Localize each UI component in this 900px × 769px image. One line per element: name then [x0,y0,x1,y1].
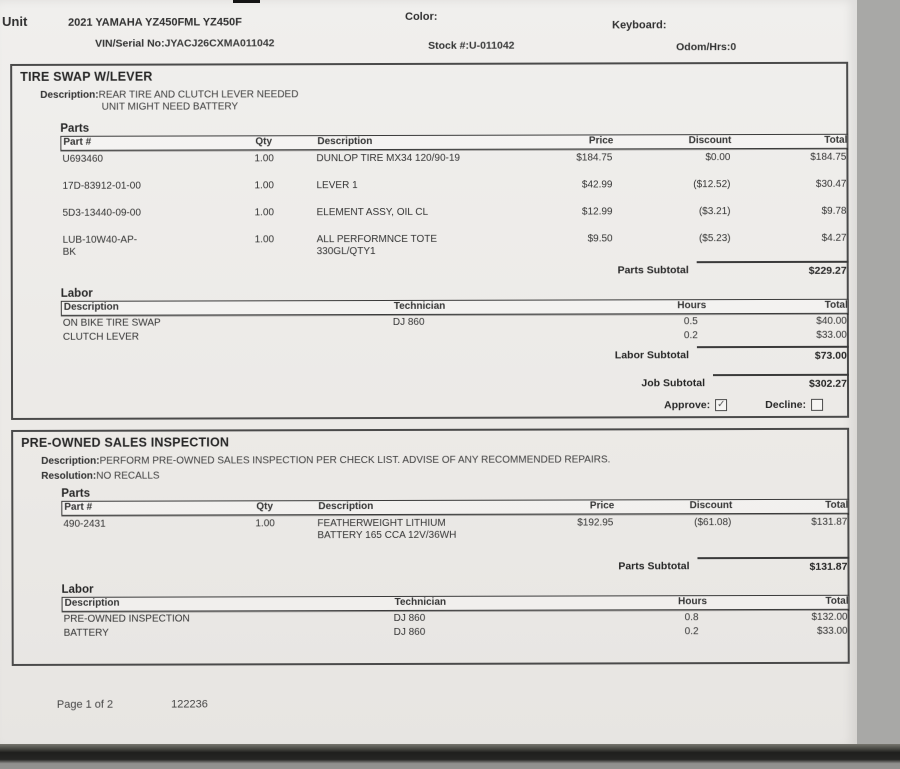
page-footer [57,698,208,710]
hours-cell: 0.2 [683,330,698,342]
header-cell-description: Description [64,597,120,609]
job-section-pre-owned-inspection [11,428,850,666]
odom-value: 0 [730,41,737,54]
labor-description-cell: PRE-OWNED INSPECTION [63,613,190,625]
resolution-label: Resolution: [41,470,97,482]
labor-total-cell: $33.00 [817,625,848,637]
labor-heading: Labor [60,287,93,300]
header-cell-part: Part # [64,501,93,513]
qty-cell: 1.00 [254,207,275,219]
header-cell-discount: Discount [689,500,733,512]
vin-value: JYACJ26CXMA011042 [164,37,275,50]
description-label: Description: [40,89,99,101]
hours-cell: 0.2 [684,626,699,638]
parts-row [60,176,848,205]
vin-label: VIN/Serial No: [95,37,165,50]
total-cell: $9.78 [821,205,847,217]
checkmark-icon: ✓ [716,399,726,411]
parts-row [61,203,849,232]
job-resolution [41,469,839,482]
part-description-text: ALL PERFORMNCE TOTE 330GL/QTY1 [316,233,438,257]
technician-cell [391,330,631,343]
description-line: REAR TIRE AND CLUTCH LEVER NEEDED [98,89,299,101]
technician-cell: DJ 860 [393,626,426,638]
labor-row [61,314,849,330]
part-description-cell [314,180,514,205]
header-cell-total: Total [824,134,848,146]
part-description-text: ELEMENT ASSY, OIL CL [316,206,429,219]
parts-subtotal-row [61,261,849,279]
header-cell-technician: Technician [394,596,447,608]
discount-cell: ($61.08) [694,517,732,529]
stock-line [428,40,514,52]
stock-label: Stock #: [428,39,469,52]
job-section-tire-swap [10,62,849,420]
approve-checkbox[interactable] [715,399,727,411]
part-description-cell [315,207,515,232]
header-cell-description: Description [317,136,373,148]
odom-line [676,41,736,53]
header-cell-total: Total [825,499,849,511]
resolution-text: NO RECALLS [96,470,160,482]
page-number: Page 1 of 2 [56,698,114,711]
header-cell-price: Price [588,135,614,147]
parts-subtotal-label: Parts Subtotal [618,560,690,573]
part-cell: U693460 [62,153,104,165]
description-text [100,454,611,467]
parts-row [60,149,848,178]
total-cell: $131.87 [811,516,848,528]
parts-row [61,230,849,259]
job-description [41,454,839,468]
header-cell-description: Description [63,301,119,313]
parts-row [61,514,849,543]
labor-total-cell: $40.00 [816,315,847,327]
part-cell: 490-2431 [63,518,106,530]
parts-subtotal-value: $131.87 [697,557,849,573]
color-label: Color: [405,10,438,23]
job-title: PRE-OWNED SALES INSPECTION [21,435,230,450]
description-text [99,89,299,114]
decline-label: Decline: [765,398,807,411]
qty-cell: 1.00 [254,153,274,165]
approve-item [664,399,727,411]
parts-heading: Parts [60,122,90,135]
qty-cell: 1.00 [255,518,275,530]
unit-value: 2021 YAMAHA YZ450FML YZ450F [68,16,242,29]
job-subtotal-row [61,374,849,392]
discount-cell: ($12.52) [693,179,731,191]
hours-cell: 0.8 [684,612,699,624]
decline-checkbox[interactable] [811,399,823,411]
document-number: 122236 [171,698,208,711]
labor-table [62,595,850,640]
decline-item [765,399,823,411]
qty-cell: 1.00 [254,180,274,192]
job-subtotal-label: Job Subtotal [641,377,706,390]
header-cell-price: Price [589,500,615,512]
header-cell-hours: Hours [678,596,708,608]
labor-description-cell: BATTERY [63,627,109,639]
header-cell-total: Total [824,299,848,311]
stock-value: U-011042 [468,39,515,52]
labor-table [61,299,849,344]
labor-heading: Labor [61,583,94,596]
parts-heading: Parts [61,487,91,500]
header-cell-description: Description [318,501,374,513]
approve-decline-row [21,399,839,413]
header-cell-discount: Discount [688,135,732,147]
keyboard-label: Keyboard: [612,19,667,32]
total-cell: $184.75 [810,151,847,163]
parts-subtotal-value: $229.27 [697,261,849,277]
job-title: TIRE SWAP W/LEVER [20,69,153,84]
part-cell: 5D3-13440-09-00 [62,207,141,219]
discount-cell: ($3.21) [698,206,731,218]
part-description-text: DUNLOP TIRE MX34 120/90-19 [316,152,461,165]
labor-description-cell: ON BIKE TIRE SWAP [62,317,161,329]
header-cell-hours: Hours [677,300,707,312]
discount-cell: $0.00 [705,152,731,164]
part-number-text: LUB-10W40-AP-BK [62,234,138,258]
parts-table [60,134,848,259]
qty-cell: 1.00 [254,234,275,246]
scanner-bottom-band [0,744,900,769]
labor-row [62,624,850,640]
labor-total-cell: $33.00 [816,329,847,341]
odom-label: Odom/Hrs: [676,41,731,54]
labor-subtotal-row [61,346,849,364]
parts-subtotal-label: Parts Subtotal [617,264,689,277]
header-cell-total: Total [825,595,849,607]
labor-description-cell: CLUTCH LEVER [62,331,140,343]
technician-cell: DJ 860 [392,316,425,328]
discount-cell: ($5.23) [698,233,731,245]
approve-label: Approve: [664,399,711,412]
parts-table [61,499,849,543]
unit-label: Unit [2,13,28,29]
total-cell: $4.27 [821,232,847,244]
part-description-text: LEVER 1 [316,180,358,192]
part-description-cell [315,234,515,259]
vin-line [95,37,274,49]
labor-subtotal-value: $73.00 [697,346,849,362]
part-description-text: FEATHERWEIGHT LITHIUM BATTERY 165 CCA 12V/36WH [317,517,457,541]
header-cell-qty: Qty [256,501,274,513]
labor-row [61,328,849,344]
description-line: PERFORM PRE-OWNED SALES INSPECTION PER CHECK LIST. ADVISE OF ANY RECOMMENDED REPAIRS. [99,454,611,467]
header-cell-part: Part # [63,136,92,148]
labor-subtotal-label: Labor Subtotal [614,349,689,362]
header-cell-technician: Technician [393,300,446,312]
description-line: UNIT MIGHT NEED BATTERY [101,101,239,113]
part-cell [61,234,253,259]
part-description-cell [315,518,515,543]
job-description [40,88,838,114]
technician-cell: DJ 860 [393,612,426,624]
parts-subtotal-row [61,557,849,575]
header-cell-qty: Qty [255,136,273,148]
part-description-cell [314,153,514,178]
labor-row [62,610,850,626]
total-cell: $30.47 [815,178,847,190]
price-cell: $12.99 [581,206,613,218]
hours-cell: 0.5 [683,316,698,328]
labor-total-cell: $132.00 [811,611,848,623]
price-cell: $184.75 [576,152,613,164]
price-cell: $42.99 [581,179,613,191]
description-label: Description: [41,455,100,467]
scanner-side-band [857,0,900,748]
price-cell: $192.95 [577,517,614,529]
part-cell: 17D-83912-01-00 [62,180,141,192]
scan-artifact [233,0,260,3]
job-subtotal-value: $302.27 [713,374,849,390]
price-cell: $9.50 [587,233,613,245]
